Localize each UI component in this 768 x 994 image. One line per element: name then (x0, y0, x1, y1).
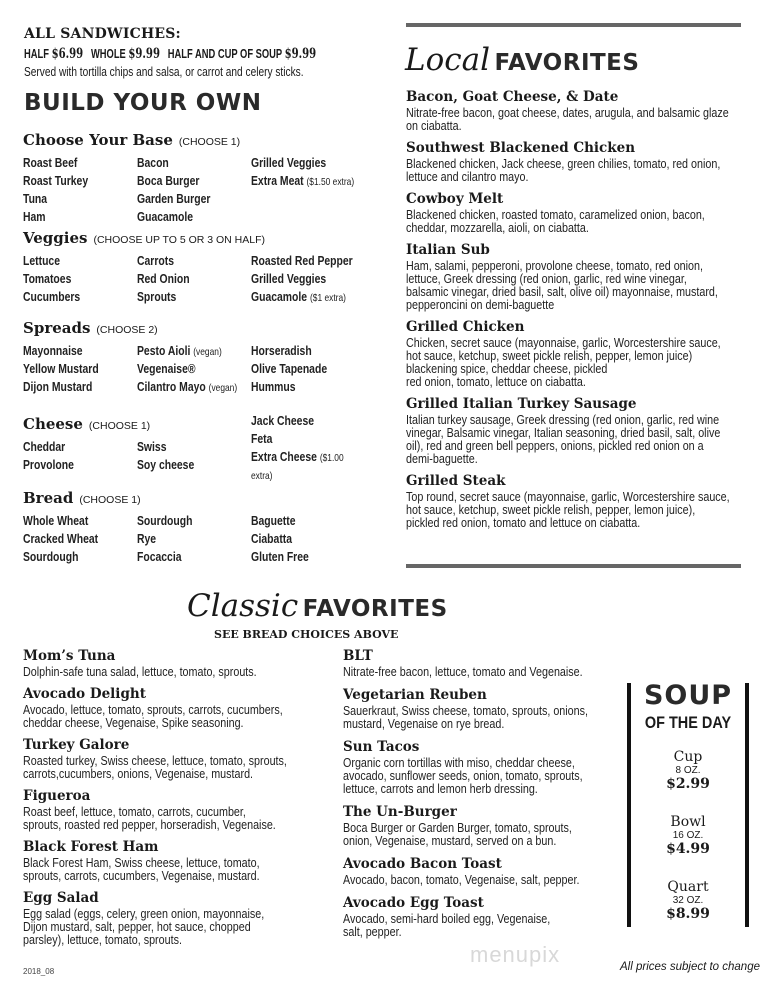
option-wrap (137, 343, 222, 358)
menu-item-description (23, 934, 208, 947)
option-item (23, 457, 87, 472)
description-line: Nitrate-free bacon, goat cheese, dates, arugula, and balsamic glaze (406, 106, 729, 120)
option-item (137, 439, 174, 454)
sandwich-prices (24, 46, 430, 62)
description-line: salt, pepper. (343, 925, 402, 939)
option-item (137, 379, 262, 394)
option-wrap (137, 379, 237, 394)
option-item (23, 191, 53, 206)
option-item (137, 343, 243, 358)
description-line: lettuce, Greek dressing (red onion, garlic, red wine vinegar, (406, 272, 687, 286)
option-item (23, 343, 97, 358)
classic-subtitle: SEE BREAD CHOICES ABOVE (214, 628, 399, 641)
top-divider (406, 23, 741, 27)
option-label: Boca Burger (137, 173, 200, 188)
option-label: Jack Cheese (251, 413, 315, 428)
menu-item-name: Turkey Galore (23, 737, 130, 753)
option-wrap (251, 413, 314, 428)
option-label: Ham (23, 209, 46, 224)
option-label: Extra Meat (251, 173, 304, 188)
menu-item-name: Grilled Italian Turkey Sausage (406, 396, 637, 412)
option-wrap (137, 173, 199, 188)
favorites-word: FAVORITES (494, 50, 640, 76)
description-line: Chicken, secret sauce (mayonnaise, garlic, Worcestershire sauce, (406, 336, 721, 350)
description-line: Dolphin-safe tuna salad, lettuce, tomato, sprouts. (23, 665, 257, 679)
menu-item-description (23, 870, 298, 883)
option-wrap (251, 379, 296, 394)
description-line: lettuce and cilantro mayo. (406, 170, 529, 184)
option-wrap (251, 253, 353, 268)
option-wrap (23, 191, 47, 206)
option-item (137, 155, 177, 170)
menu-item-name: Black Forest Ham (23, 839, 159, 855)
option-label: Ciabatta (251, 531, 293, 546)
description-line: Nitrate-free bacon, lettuce, tomato and Vegenaise. (343, 665, 583, 679)
option-wrap (137, 271, 190, 286)
option-wrap (137, 253, 174, 268)
soup-size-name: Cup (673, 749, 703, 765)
option-note: ($1.50 extra) (306, 176, 355, 188)
description-line: pickled red onion, tomato and lettuce on ciabatta. (406, 516, 641, 530)
option-label: Olive Tapenade (251, 361, 328, 376)
option-wrap (23, 209, 46, 224)
option-wrap (251, 513, 296, 528)
classic-favorites-title (187, 588, 448, 624)
menu-item-name: Mom’s Tuna (23, 648, 116, 664)
menu-item-description (23, 717, 279, 730)
option-label: Baguette (251, 513, 296, 528)
group-heading-note: (CHOOSE 1) (79, 494, 141, 506)
option-label: Feta (251, 431, 273, 446)
description-line: oil), red and green bell peppers, onions, pickled red onion on a (406, 439, 704, 453)
menu-item-description (343, 835, 591, 848)
soup-right-border (745, 683, 749, 927)
option-label: Pesto Aioli (137, 343, 191, 358)
group-heading-note: (CHOOSE 1) (178, 136, 241, 148)
description-line: Sauerkraut, Swiss cheese, tomato, sprouts, onions, (343, 704, 588, 718)
menu-item-name: Grilled Steak (406, 473, 506, 489)
option-label: Swiss (137, 439, 167, 454)
option-item (23, 253, 69, 268)
option-wrap (251, 467, 272, 482)
half-label: HALF (24, 46, 49, 61)
option-wrap (137, 209, 193, 224)
option-label: Bacon (137, 155, 169, 170)
option-wrap (23, 361, 99, 376)
description-line: avocado, sunflower seeds, onion, tomato, sprouts, (343, 769, 583, 783)
menu-item-description (343, 666, 622, 679)
menu-item-name: Avocado Egg Toast (343, 895, 484, 911)
soup-size-name: Quart (667, 879, 709, 895)
menu-item-name: Bacon, Goat Cheese, & Date (406, 89, 619, 105)
option-label: Rye (137, 531, 157, 546)
option-label: Provolone (23, 457, 74, 472)
menu-item-description (406, 222, 619, 235)
soup-size-ounces: 32 OZ. (672, 895, 704, 906)
option-item (137, 191, 229, 206)
group-heading (23, 415, 150, 433)
option-wrap (251, 531, 292, 546)
option-item (23, 155, 91, 170)
option-label: Red Onion (137, 271, 190, 286)
combo-price: $9.99 (284, 46, 317, 62)
description-line: Organic corn tortillas with miso, cheddar cheese, (343, 756, 575, 770)
option-item (23, 531, 117, 546)
group-heading-note: (CHOOSE 1) (88, 420, 151, 432)
local-script: Local (405, 42, 491, 78)
option-label: Sourdough (137, 513, 193, 528)
option-label: Cheddar (23, 439, 66, 454)
option-item (251, 449, 367, 464)
description-line: Avocado, semi-hard boiled egg, Vegenaise, (343, 912, 551, 926)
option-item (23, 361, 118, 376)
description-line: sprouts, roasted red pepper, horseradish, Vegenaise. (23, 818, 276, 832)
description-line: parsley), lettuce, tomato, sprouts. (23, 933, 182, 947)
menu-item-name: Avocado Delight (23, 686, 146, 702)
combo-label: HALF AND CUP OF SOUP (167, 46, 283, 61)
option-wrap (23, 439, 65, 454)
menu-item-description (406, 453, 489, 466)
menu-item-description (406, 299, 578, 312)
option-item (251, 289, 370, 304)
menu-item-name: Figueroa (23, 788, 91, 804)
option-item (251, 549, 323, 564)
option-label: Whole Wheat (23, 513, 89, 528)
description-line: Boca Burger or Garden Burger, tomato, sprouts, (343, 821, 572, 835)
description-line: blackening spice, cheddar cheese, pickled (406, 362, 608, 376)
description-line: Top round, secret sauce (mayonnaise, garlic, Worcestershire sauce, (406, 490, 730, 504)
option-wrap (23, 513, 88, 528)
description-line: on ciabatta. (406, 119, 462, 133)
group-heading (23, 319, 158, 337)
option-wrap (251, 343, 312, 358)
option-item (251, 343, 327, 358)
build-your-own-title: BUILD YOUR OWN (24, 90, 262, 116)
option-wrap (251, 361, 327, 376)
option-item (137, 209, 207, 224)
option-label: Grilled Veggies (251, 155, 327, 170)
option-wrap (23, 379, 92, 394)
option-label: Roast Beef (23, 155, 78, 170)
option-item (137, 271, 203, 286)
option-wrap (137, 439, 166, 454)
option-label: Sprouts (137, 289, 177, 304)
description-line: demi-baguette. (406, 452, 478, 466)
group-heading-label: Bread (23, 489, 74, 507)
menu-item-description (406, 120, 471, 133)
watermark: menupix (470, 942, 561, 967)
menu-item-name: Egg Salad (23, 890, 99, 906)
option-item (137, 173, 215, 188)
description-line: Italian turkey sausage, Greek dressing (red onion, garlic, red wine (406, 413, 720, 427)
description-line: Avocado, lettuce, tomato, sprouts, carrots, cucumbers, (23, 703, 283, 717)
option-label: Soy cheese (137, 457, 195, 472)
option-note: (vegan) (193, 346, 222, 358)
menu-item-description (343, 783, 570, 796)
option-label: Extra Cheese (251, 449, 317, 464)
description-line: Roast beef, lettuce, tomato, carrots, cucumber, (23, 805, 246, 819)
description-line: Dijon mustard, salt, pepper, hot sauce, chopped (23, 920, 251, 934)
option-label: Roasted Red Pepper (251, 253, 353, 268)
group-heading-label: Cheese (23, 415, 83, 433)
option-wrap (137, 361, 196, 376)
favorites-word: FAVORITES (302, 596, 448, 622)
option-item (251, 173, 380, 188)
option-wrap (137, 155, 169, 170)
option-label: Guacamole (137, 209, 194, 224)
option-item (137, 531, 161, 546)
soup-size (631, 749, 745, 792)
option-wrap (23, 271, 71, 286)
option-item (251, 155, 345, 170)
served-with-note (24, 64, 382, 79)
option-label: Guacamole (251, 289, 308, 304)
option-label: Tomatoes (23, 271, 72, 286)
group-heading-label: Spreads (23, 319, 91, 337)
menu-item-name: Vegetarian Reuben (343, 687, 487, 703)
option-wrap (251, 155, 326, 170)
option-label: Cilantro Mayo (137, 379, 206, 394)
option-note: extra) (251, 470, 273, 482)
description-line: Black Forest Ham, Swiss cheese, lettuce, tomato, (23, 856, 260, 870)
option-label: Yellow Mustard (23, 361, 99, 376)
option-label: Grilled Veggies (251, 271, 327, 286)
option-wrap (23, 549, 78, 564)
option-wrap (251, 431, 272, 446)
option-item (137, 513, 206, 528)
option-label: Mayonnaise (23, 343, 83, 358)
option-item (137, 457, 209, 472)
option-item (251, 271, 345, 286)
description-line: Blackened chicken, Jack cheese, green chilies, tomato, red onion, (406, 157, 721, 171)
option-item (23, 513, 105, 528)
menu-item-name: Italian Sub (406, 242, 490, 258)
option-label: Carrots (137, 253, 174, 268)
all-sandwiches-heading: ALL SANDWICHES: (24, 26, 181, 42)
option-label: Hummus (251, 379, 296, 394)
group-heading-label: Choose Your Base (23, 131, 173, 149)
option-label: Sourdough (23, 549, 79, 564)
option-wrap (137, 549, 182, 564)
menu-item-description (406, 376, 615, 389)
soup-size-ounces: 16 OZ. (672, 830, 704, 841)
soup-size (631, 879, 745, 922)
description-line: balsamic vinegar, dried basil, salt, olive oil) mayonnaise, mustard, (406, 285, 718, 299)
description-line: mustard, Vegenaise on rye bread. (343, 717, 505, 731)
option-item (251, 531, 302, 546)
classic-script: Classic (187, 588, 299, 624)
menu-item-description (343, 718, 531, 731)
sandwich-prices-wrap (24, 46, 316, 62)
menu-item-description (23, 768, 291, 781)
option-item (137, 253, 183, 268)
option-item (251, 413, 330, 428)
group-heading (23, 229, 265, 247)
group-heading (23, 489, 141, 507)
option-wrap (137, 289, 176, 304)
soup-subtitle: OF THE DAY (644, 713, 732, 732)
option-wrap (23, 457, 74, 472)
group-heading (23, 131, 240, 149)
soup-size-name: Bowl (670, 814, 706, 830)
option-wrap (251, 289, 346, 304)
local-favorites-title (405, 42, 639, 78)
option-item (251, 467, 278, 482)
option-wrap (23, 155, 77, 170)
description-line: carrots,cucumbers, onions, Vegenaise, mustard. (23, 767, 254, 781)
menu-item-name: Avocado Bacon Toast (343, 856, 502, 872)
option-label: Garden Burger (137, 191, 211, 206)
option-wrap (23, 289, 80, 304)
menu-item-name: Cowboy Melt (406, 191, 504, 207)
option-item (137, 361, 210, 376)
description-line: vinegar, Balsamic vinegar, Italian seasoning, dried basil, salt, olive (406, 426, 721, 440)
option-wrap (251, 173, 354, 188)
option-wrap (23, 173, 88, 188)
option-wrap (23, 253, 60, 268)
soup-size-ounces: 8 OZ. (675, 765, 701, 776)
menu-item-name: Sun Tacos (343, 739, 420, 755)
description-line: hot sauce, ketchup, sweet pickle relish, pepper, lemon juice), (406, 503, 696, 517)
option-item (251, 379, 307, 394)
group-heading-label: Veggies (23, 229, 88, 247)
option-wrap (251, 449, 344, 464)
option-item (137, 289, 186, 304)
option-wrap (23, 531, 98, 546)
option-label: Gluten Free (251, 549, 309, 564)
description-line: hot sauce, ketchup, sweet pickle relish, pepper, lemon juice) (406, 349, 693, 363)
option-item (251, 513, 307, 528)
option-label: Horseradish (251, 343, 312, 358)
option-item (137, 549, 193, 564)
soup-size-price: $4.99 (666, 841, 710, 857)
soup-size-price: $2.99 (666, 776, 710, 792)
whole-label: WHOLE (90, 46, 126, 61)
option-label: Tuna (23, 191, 48, 206)
option-wrap (23, 343, 83, 358)
option-item (23, 209, 51, 224)
option-label: Cracked Wheat (23, 531, 99, 546)
option-item (251, 253, 378, 268)
price-disclaimer: All prices subject to change (620, 961, 760, 973)
option-wrap (251, 549, 309, 564)
description-line: onion, Vegenaise, mustard, served on a bun. (343, 834, 557, 848)
menu-item-description (343, 926, 411, 939)
option-wrap (137, 513, 192, 528)
option-item (23, 289, 95, 304)
option-item (23, 271, 83, 286)
menu-item-description (406, 171, 548, 184)
option-wrap (137, 457, 194, 472)
option-item (251, 431, 278, 446)
option-note: (vegan) (208, 382, 238, 394)
menu-item-description (23, 819, 317, 832)
menu-item-name: BLT (343, 648, 373, 664)
description-line: Blackened chicken, roasted tomato, caramelized onion, bacon, (406, 208, 705, 222)
description-line: Roasted turkey, Swiss cheese, lettuce, tomato, sprouts, (23, 754, 287, 768)
option-item (23, 173, 104, 188)
soup-size (631, 814, 745, 857)
description-line: red onion, tomato, lettuce on ciabatta. (406, 375, 586, 389)
description-line: Avocado, bacon, tomato, Vegenaise, salt, pepper. (343, 873, 580, 887)
option-label: Dijon Mustard (23, 379, 93, 394)
description-line: cheddar, mozzarella, aioli, on ciabatta. (406, 221, 589, 235)
menu-item-description (406, 517, 678, 530)
menu-item-description (23, 666, 295, 679)
option-note: ($1.00 (319, 452, 344, 464)
option-label: Roast Turkey (23, 173, 89, 188)
description-line: Ham, salami, pepperoni, provolone cheese, tomato, red onion, (406, 259, 703, 273)
menu-item-name: The Un-Burger (343, 804, 457, 820)
description-line: lettuce, carrots and lemon herb dressing. (343, 782, 538, 796)
group-heading-note: (CHOOSE UP TO 5 OR 3 ON HALF) (93, 234, 266, 246)
option-item (23, 549, 92, 564)
whole-price: $9.99 (128, 46, 160, 62)
menu-item-description (343, 874, 618, 887)
menu-item-name: Grilled Chicken (406, 319, 525, 335)
soup-title: SOUP (643, 680, 733, 711)
option-item (23, 379, 110, 394)
description-line: pepperoncini on demi-baguette (406, 298, 555, 312)
menu-item-name: Southwest Blackened Chicken (406, 140, 636, 156)
half-price: $6.99 (51, 46, 84, 62)
option-wrap (251, 271, 326, 286)
soup-size-price: $8.99 (666, 906, 710, 922)
option-label: Lettuce (23, 253, 60, 268)
option-label: Focaccia (137, 549, 182, 564)
description-line: cheddar cheese, Vegenaise, Spike seasoning. (23, 716, 244, 730)
option-item (251, 361, 346, 376)
description-line: sprouts, carrots, cucumbers, Vegenaise, mustard. (23, 869, 260, 883)
description-line: Egg salad (eggs, celery, green onion, mayonnaise, (23, 907, 265, 921)
option-wrap (137, 531, 156, 546)
option-wrap (137, 191, 210, 206)
menu-code: 2018_08 (23, 967, 55, 976)
served-with-text: Served with tortilla chips and salsa, or carrot and celery sticks. (24, 64, 304, 79)
option-note: ($1 extra) (309, 292, 346, 304)
bottom-divider (406, 564, 741, 568)
option-label: Vegenaise® (137, 361, 196, 376)
option-label: Cucumbers (23, 289, 81, 304)
group-heading-note: (CHOOSE 2) (96, 324, 158, 336)
option-item (23, 439, 76, 454)
